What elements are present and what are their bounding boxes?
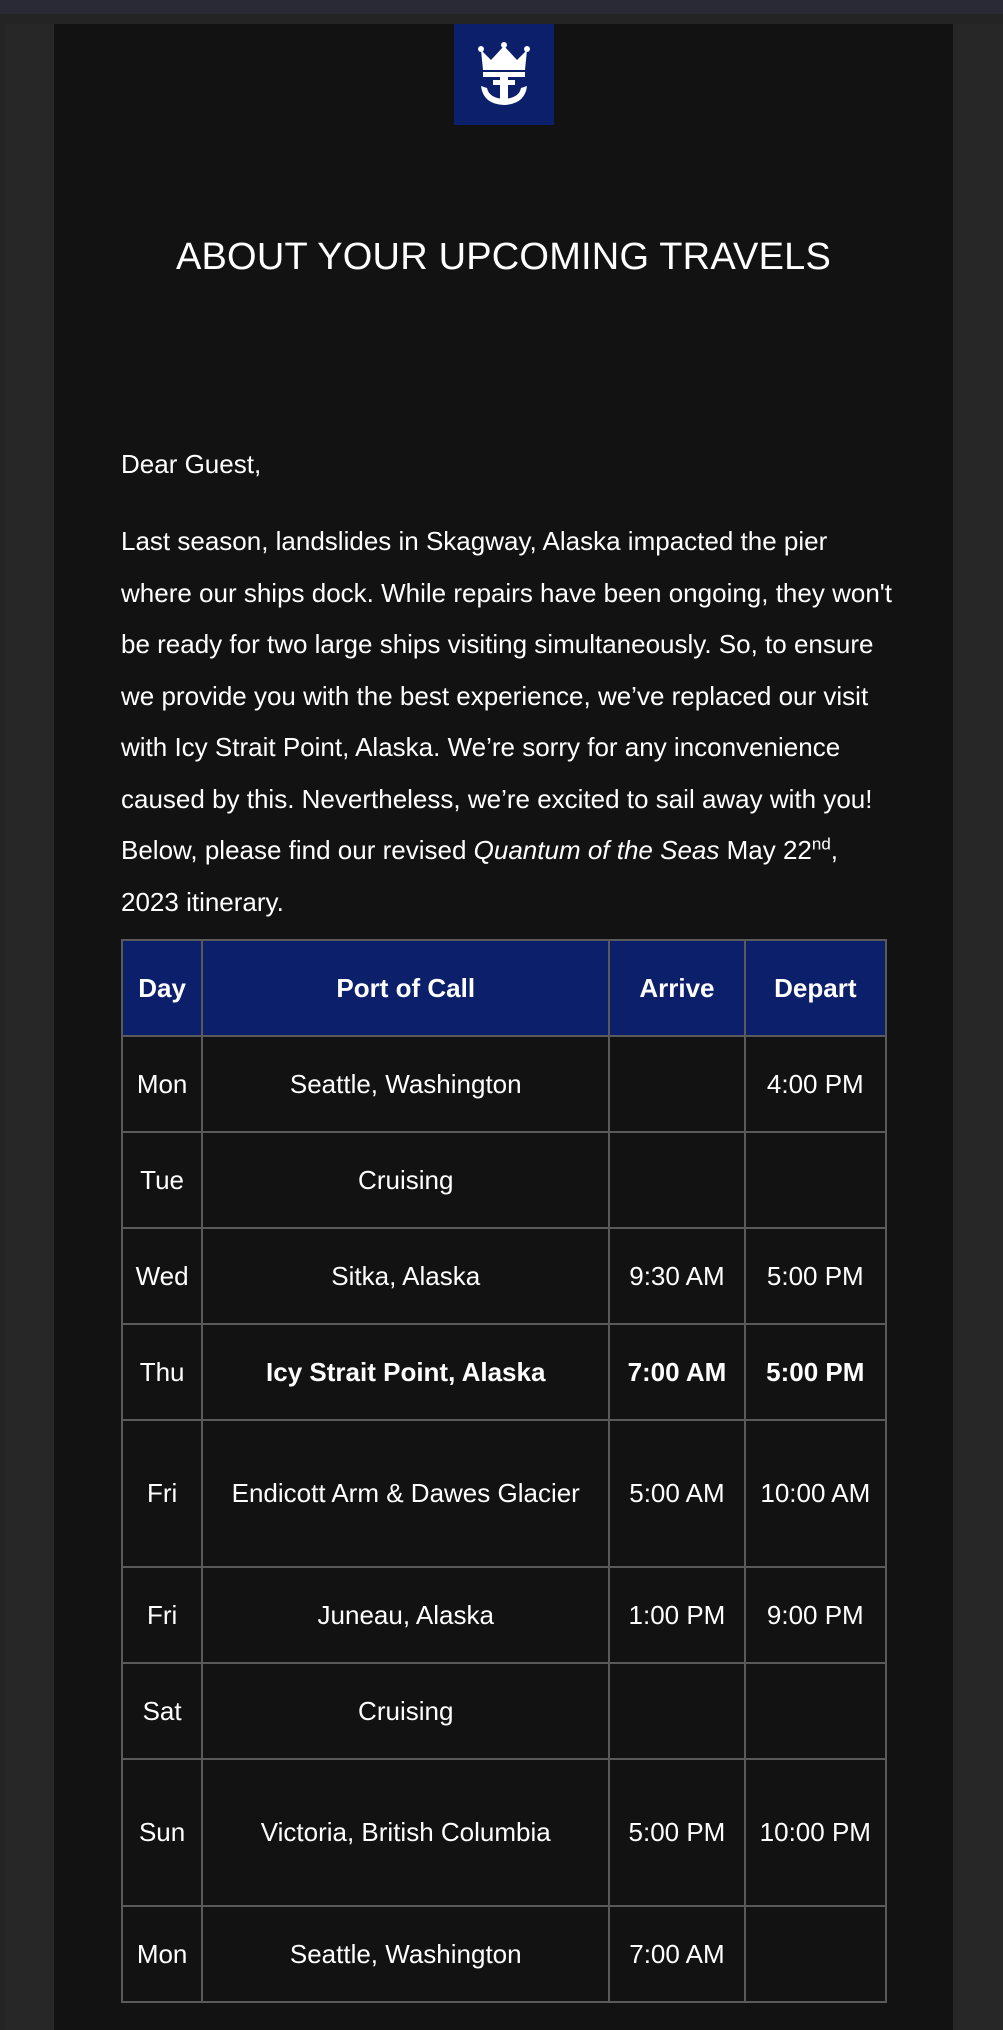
cell-depart: 5:00 PM xyxy=(745,1324,886,1420)
cell-arrive: 5:00 PM xyxy=(609,1759,744,1906)
table-row xyxy=(122,1420,886,1567)
browser-top-bar xyxy=(0,0,1003,14)
table-row xyxy=(122,1759,886,1906)
letter-paragraph xyxy=(121,516,901,928)
table-row xyxy=(122,1663,886,1759)
date-suffix: nd xyxy=(811,834,831,854)
cell-day: Sun xyxy=(122,1759,202,1906)
table-row xyxy=(122,1906,886,2002)
cell-port: Icy Strait Point, Alaska xyxy=(202,1324,609,1420)
table-row xyxy=(122,1567,886,1663)
cell-port: Sitka, Alaska xyxy=(202,1228,609,1324)
cell-port: Endicott Arm & Dawes Glacier xyxy=(202,1420,609,1567)
table-row-highlighted xyxy=(122,1324,886,1420)
header-arrive: Arrive xyxy=(609,940,744,1036)
paragraph-text: Last season, landslides in Skagway, Alaska impacted the pier where our ships dock. While repairs have been ongoing, they won't be ready for two large ships visiting simultaneously. So, to ensure we provide you with the best experience, we’ve replaced our visit with Icy Strait Point, Alaska. We’re sorry for any inconvenience caused by this. Nevertheless, we’re excited to sail away with you! Below, please find our revised xyxy=(121,526,892,865)
itinerary-table xyxy=(121,939,887,2003)
cell-arrive: 1:00 PM xyxy=(609,1567,744,1663)
cell-day: Fri xyxy=(122,1567,202,1663)
cell-day: Wed xyxy=(122,1228,202,1324)
cell-day: Tue xyxy=(122,1132,202,1228)
table-header-row xyxy=(122,940,886,1036)
table-row xyxy=(122,1132,886,1228)
header-depart: Depart xyxy=(745,940,886,1036)
cell-depart: 4:00 PM xyxy=(745,1036,886,1132)
cell-depart: 10:00 PM xyxy=(745,1759,886,1906)
table-row xyxy=(122,1036,886,1132)
greeting: Dear Guest, xyxy=(121,449,262,479)
cell-port: Juneau, Alaska xyxy=(202,1567,609,1663)
header-port: Port of Call xyxy=(202,940,609,1036)
cell-day: Mon xyxy=(122,1906,202,2002)
page-title: ABOUT YOUR UPCOMING TRAVELS xyxy=(175,236,832,278)
date-rest: , 2023 itinerary. xyxy=(121,835,839,917)
table-row xyxy=(122,1228,886,1324)
left-margin xyxy=(5,24,54,2030)
ship-name: Quantum of the Seas xyxy=(473,835,720,865)
brand-logo[interactable] xyxy=(454,24,554,125)
cell-port: Seattle, Washington xyxy=(202,1036,609,1132)
cell-depart: 9:00 PM xyxy=(745,1567,886,1663)
cell-arrive xyxy=(609,1132,744,1228)
cell-depart xyxy=(745,1132,886,1228)
cell-day: Mon xyxy=(122,1036,202,1132)
right-margin xyxy=(953,24,1003,2030)
cell-depart: 5:00 PM xyxy=(745,1228,886,1324)
cell-day: Thu xyxy=(122,1324,202,1420)
cell-arrive xyxy=(609,1663,744,1759)
cell-depart xyxy=(745,1663,886,1759)
crown-anchor-icon xyxy=(473,42,535,108)
cell-arrive xyxy=(609,1036,744,1132)
cell-day: Sat xyxy=(122,1663,202,1759)
header-day: Day xyxy=(122,940,202,1036)
cell-port: Cruising xyxy=(202,1132,609,1228)
cell-port: Victoria, British Columbia xyxy=(202,1759,609,1906)
cell-arrive: 9:30 AM xyxy=(609,1228,744,1324)
date-prefix: May 22 xyxy=(719,835,812,865)
cell-depart: 10:00 AM xyxy=(745,1420,886,1567)
cell-arrive: 7:00 AM xyxy=(609,1906,744,2002)
cell-port: Seattle, Washington xyxy=(202,1906,609,2002)
cell-arrive: 7:00 AM xyxy=(609,1324,744,1420)
cell-arrive: 5:00 AM xyxy=(609,1420,744,1567)
cell-port: Cruising xyxy=(202,1663,609,1759)
cell-depart xyxy=(745,1906,886,2002)
email-body xyxy=(54,24,953,2030)
cell-day: Fri xyxy=(122,1420,202,1567)
